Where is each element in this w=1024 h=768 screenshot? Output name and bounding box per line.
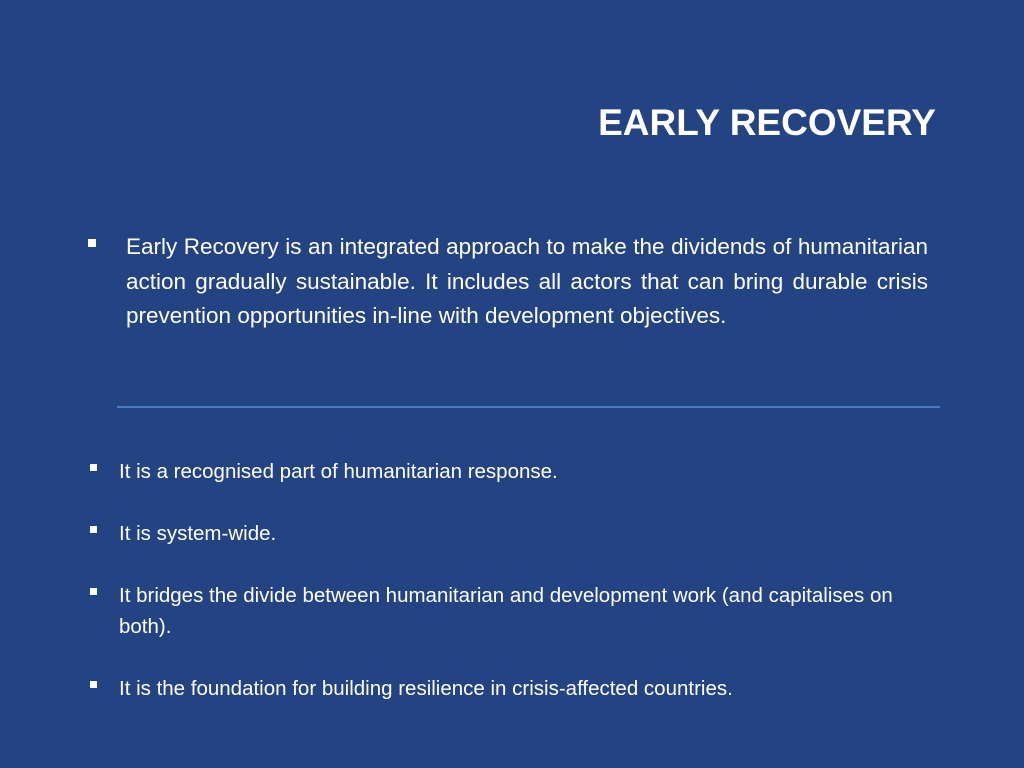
list-item (88, 673, 928, 704)
slide-title: EARLY RECOVERY (598, 102, 936, 143)
square-bullet-icon (90, 464, 97, 471)
divider (117, 406, 940, 408)
square-bullet-icon (90, 681, 97, 688)
list-item-text: It is a recognised part of humanitarian response. (119, 460, 558, 483)
square-bullet-icon (88, 239, 96, 247)
list-item (88, 580, 928, 642)
list-item-text: It bridges the divide between humanitarian and development work (and capitalises on both). (119, 584, 893, 638)
list-item (88, 518, 928, 549)
square-bullet-icon (90, 526, 97, 533)
square-bullet-icon (90, 588, 97, 595)
intro-text: Early Recovery is an integrated approach to make the dividends of humanitarian action gradually sustainable. It includes all actors that can bring durable crisis prevention opportunities in-line with development objectives. (126, 234, 928, 328)
list-item-text: It is system-wide. (119, 522, 277, 545)
intro-bullet (88, 230, 928, 334)
list-item-text: It is the foundation for building resilience in crisis-affected countries. (119, 677, 733, 700)
list-item (88, 456, 928, 487)
